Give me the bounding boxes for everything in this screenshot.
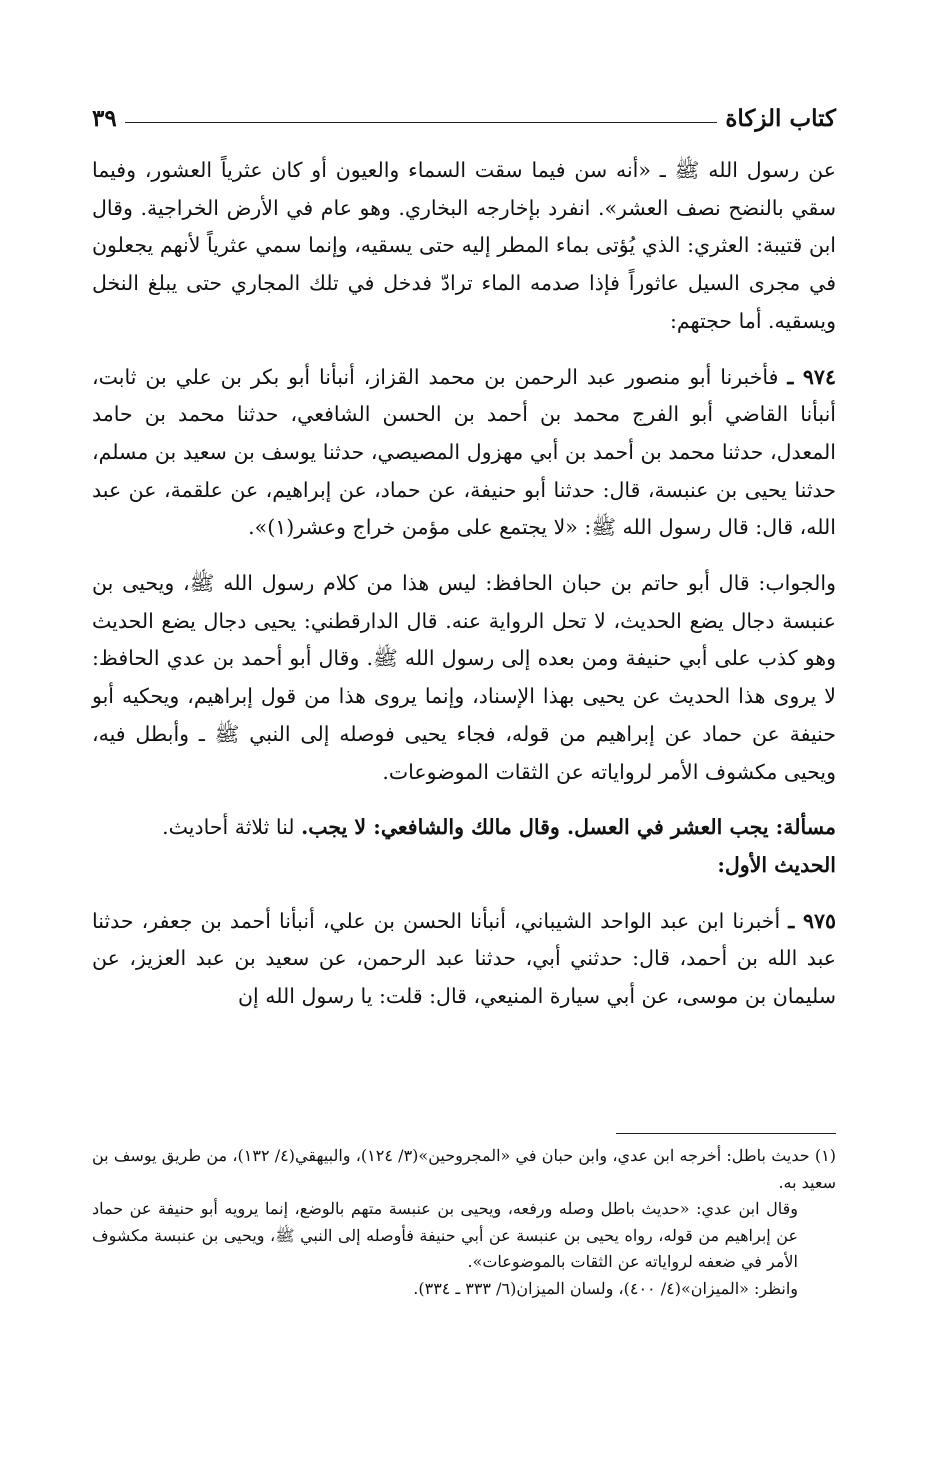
- masala-text: لنا ثلاثة أحاديث.: [162, 815, 295, 840]
- paragraph-hadith-974: [92, 359, 836, 548]
- footnote-1: (١) حديث باطل: أخرجه ابن عدي، وابن حبان في «المجروحين»(٣/ ١٢٤)، والبيهقي(٤/ ١٣٢)، من طريق يوسف بن سعيد به.: [92, 1146, 836, 1192]
- footnote-1-reference: وانظر: «الميزان»(٤/ ٤٠٠)، ولسان الميزان(٦/ ٣٣٣ ـ ٣٣٤).: [413, 1278, 798, 1298]
- main-text: [92, 152, 836, 1034]
- paragraph-answer: والجواب: قال أبو حاتم بن حبان الحافظ: ليس هذا من كلام رسول الله ﷺ، ويحيى بن عنبسة دجال يضع الحديث، لا تحل الرواية عنه. قال الدارقطني: يحيى دجال يضع الحديث وهو كذب على أبي حنيفة ومن بعده إلى رسول الله ﷺ. وقال أبو أحمد بن عدي الحافظ: لا يروى هذا الحديث عن يحيى بهذا الإسناد، وإنما يروى هذا من قول إبراهيم، ويحكيه أبو حنيفة عن حماد عن إبراهيم من قوله، فجاء يحيى فوصله إلى النبي ﷺ ـ وأبطل فيه، ويحيى مكشوف الأمر لرواياته عن الثقات الموضوعات.: [92, 571, 836, 784]
- hadith-text: أخبرنا ابن عبد الواحد الشيباني، أنبأنا الحسن بن علي، أنبأنا أحمد بن جعفر، حدثنا عبد الله بن أحمد، قال: حدثني أبي، حدثنا عبد الرحمن، عن سعيد بن عبد العزيز، عن سليمان بن موسى، عن أبي سيارة المنيعي، قال: قلت: يا رسول الله إن: [92, 908, 836, 1009]
- footnote-separator: [616, 1133, 836, 1134]
- footnote-1-continuation: وقال ابن عدي: «حديث باطل وصله ورفعه، ويحيى بن عنبسة متهم بالوضع، إنما يرويه أبو حنيفة عن حماد عن إبراهيم من قوله، رواه يحيى بن عنبسة عن أبي حنيفة فأوصله إلى النبي ﷺ، ويحيى بن عنبسة مكشوف الأمر في ضعفه لرواياته عن الثقات بالموضوعات».: [92, 1199, 798, 1271]
- hadith-text: فأخبرنا أبو منصور عبد الرحمن بن محمد القزاز، أنبأنا أبو بكر بن علي بن ثابت، أنبأنا القاضي أبو الفرج محمد بن أحمد بن الحسن الشافعي، حدثنا محمد بن حامد المعدل، حدثنا محمد بن أحمد بن أبي مهزول المصيصي، حدثنا يوسف بن سعيد بن مسلم، حدثنا يحيى بن عنبسة، قال: حدثنا أبو حنيفة، عن حماد، عن إبراهيم، عن علقمة، عن عبد الله، قال: قال رسول الله ﷺ: «لا يجتمع على مؤمن خراج وعشر(١)».: [92, 364, 836, 540]
- first-hadith-heading: الحديث الأول:: [717, 852, 836, 877]
- hadith-number: ٩٧٥ ـ: [788, 908, 836, 933]
- hadith-number: ٩٧٤ ـ: [787, 364, 836, 389]
- page-number: ٣٩: [92, 104, 117, 132]
- page-header: [92, 98, 836, 138]
- footnotes: [92, 1143, 836, 1302]
- chapter-title: كتاب الزكاة: [725, 104, 836, 132]
- paragraph-hadith-975: [92, 903, 836, 1016]
- paragraph-masala: [92, 809, 836, 884]
- paragraph-intro: عن رسول الله ﷺ ـ «أنه سن فيما سقت السماء والعيون أو كان عثرياً العشور، وفيما سقي بالنضح نصف العشر». انفرد بإخارجه البخاري. وهو عام في الأرض الخراجية. وقال ابن قتيبة: العثري: الذي يُؤتى بماء المطر إليه حتى يسقيه، وإنما سمي عثرياً لأنهم يجعلون في مجرى السيل عاثوراً فإذا صدمه الماء ترادّ فدخل في تلك المجاري حتى يبلغ النخل ويسقيه. أما حجتهم:: [92, 158, 836, 333]
- header-rule: [125, 122, 718, 123]
- masala-heading: مسألة: يجب العشر في العسل. وقال مالك والشافعي: لا يجب.: [301, 815, 836, 840]
